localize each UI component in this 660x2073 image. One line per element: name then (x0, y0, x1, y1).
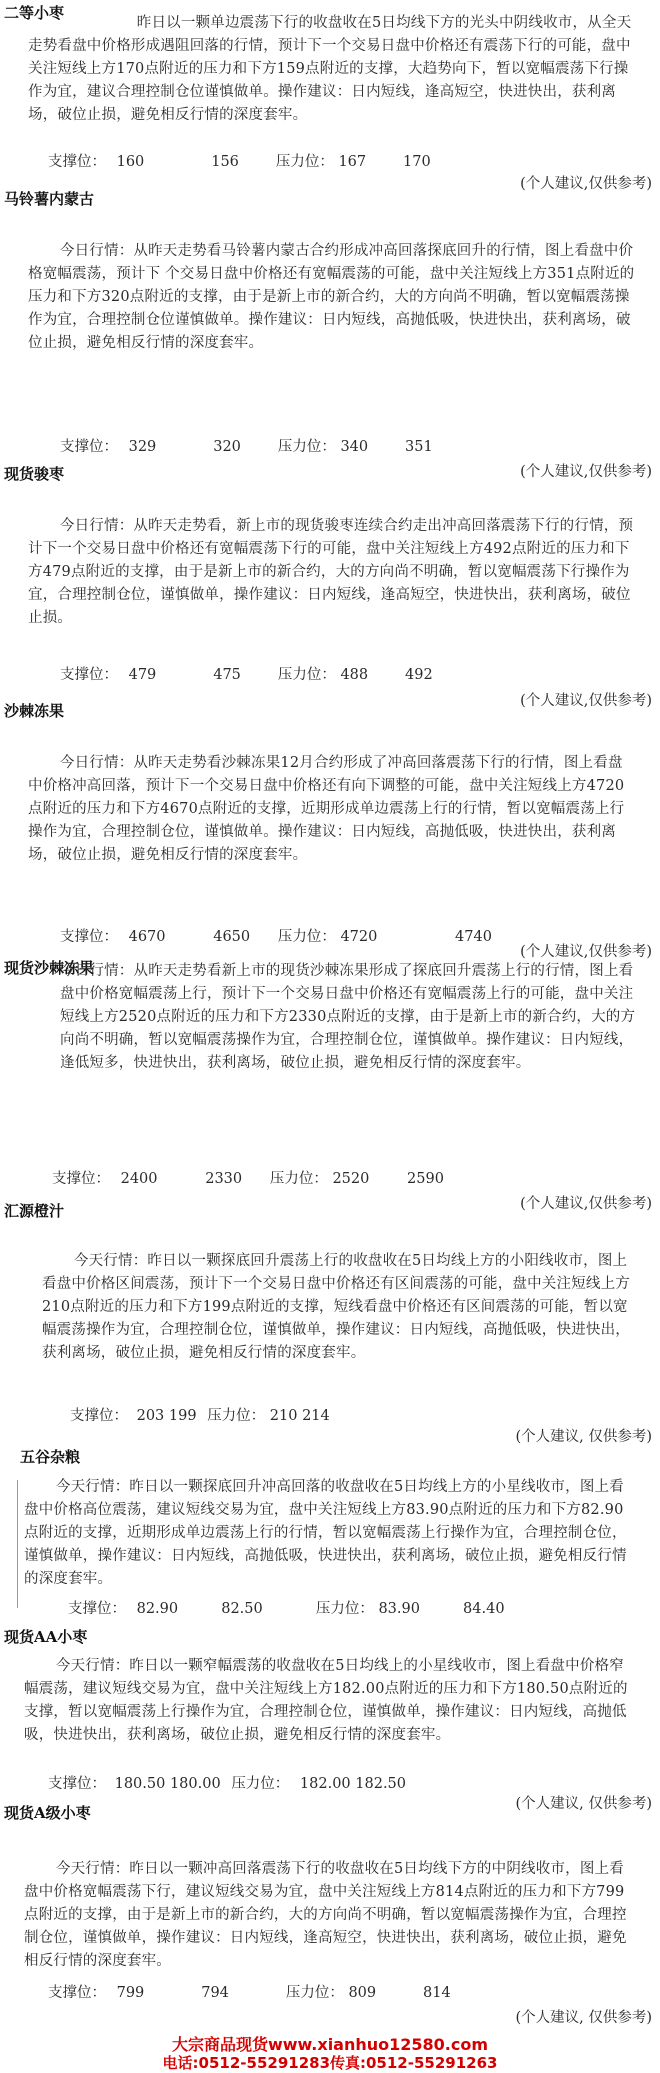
support-value: 82.90 (136, 1601, 179, 1617)
support-value: 320 (213, 439, 241, 455)
pressure-value: 340 (340, 439, 369, 455)
section-title-7: 五谷杂粮 (20, 1448, 81, 1466)
pressure-value: 814 (423, 1985, 451, 2001)
support-value: 2400 (120, 1171, 158, 1187)
disclaimer-1: (个人建议,仅供参考) (520, 176, 652, 192)
pressure-value: 210 214 (269, 1408, 330, 1424)
section-title-3: 现货骏枣 (4, 465, 65, 483)
pressure-value: 4740 (455, 929, 492, 945)
section-title-5: 现货沙棘冻果 (4, 959, 95, 977)
section-text-4: 今日行情：从昨天走势看沙棘冻果12月合约形成了冲高回落震荡下行的行情，图上看盘中价格冲高回落，预计下一个交易日盘中价格还有向下调整的可能，盘中关注短线上方4720点附近的压力和下方4670点附近的支撑，近期形成单边震荡上行的行情，暂以宽幅震荡上行操作为宜，合理控制仓位，谨慎做单。操作建议：日内短线，高抛低吸，快进快出，获利离场，破位止损，避免相反行情的深度套牢。 (28, 755, 625, 863)
pressure-label: 压力位： (315, 1601, 374, 1617)
section-text-7: 今天行情：昨日以一颗探底回升冲高回落的收盘收在5日均线上方的小星线收市，图上看盘中价格高位震荡，建议短线交易为宜，盘中关注短线上方83.90点附近的压力和下方82.90点附近的支撑，近期形成单边震荡上行的行情，暂以宽幅震荡上行操作为宜，合理控制仓位，谨慎做单，操作建议：日内短线，高抛低吸，快进快出，获利离场，破位止损，避免相反行情的深度套牢。 (24, 1479, 627, 1587)
section-title-2: 马铃薯内蒙古 (4, 190, 95, 208)
pressure-label: 压力位： (285, 1985, 344, 2001)
support-value: 2330 (205, 1171, 243, 1187)
support-value: 160 (116, 154, 145, 170)
pressure-value: 492 (405, 667, 433, 683)
pressure-value: 2520 (332, 1171, 370, 1187)
section-text-6: 今天行情：昨日以一颗探底回升震荡上行的收盘收在5日均线上方的小阳线收市，图上看盘中价格区间震荡，预计下一个交易日盘中价格还有区间震荡的可能，盘中关注短线上方210点附近的压力和下方199点附近的支撑，短线看盘中价格还有区间震荡的可能，暂以宽幅震荡操作为宜，合理控制仓位，谨慎做单，操作建议：日内短线，高抛低吸，快进快出，获利离场，破位止损，避免相反行情的深度套牢。 (42, 1253, 630, 1361)
disclaimer-5: (个人建议,仅供参考) (520, 1196, 652, 1212)
pressure-value: 167 (338, 154, 367, 170)
support-value: 4650 (213, 929, 251, 945)
support-label: 支撑位： (48, 1985, 106, 2001)
levels-7 (68, 1597, 505, 1618)
support-value: 203 199 (136, 1408, 197, 1424)
disclaimer-9: (个人建议, 仅供参考) (515, 2010, 652, 2026)
support-label: 支撑位： (60, 667, 118, 683)
section-title-8: 现货AA小枣 (4, 1628, 88, 1646)
support-label: 支撑位： (48, 1776, 106, 1792)
section-title-6: 汇源橙汁 (4, 1202, 65, 1220)
pressure-label: 压力位： (231, 1776, 290, 1792)
section-title-1: 二等小枣 (4, 4, 65, 22)
pressure-label: 压力位： (275, 154, 334, 170)
disclaimer-2: (个人建议,仅供参考) (520, 464, 652, 480)
support-value: 329 (128, 439, 157, 455)
pressure-label: 压力位： (207, 1408, 266, 1424)
support-label: 支撑位： (70, 1408, 128, 1424)
levels-5 (52, 1167, 444, 1188)
section-title-9: 现货A级小枣 (4, 1804, 91, 1822)
margin-rule (17, 1480, 18, 1608)
section-text-8: 今天行情：昨日以一颗窄幅震荡的收盘收在5日均线上的小星线收市，图上看盘中价格窄幅震荡，建议短线交易为宜，盘中关注短线上方182.00点附近的压力和下方180.50点附近的支撑，暂以宽幅震荡上行操作为宜，合理控制仓位，谨慎做单，操作建议：日内短线，高抛低吸，快进快出，获利离场，破位止损，避免相反行情的深度套牢。 (24, 1658, 628, 1743)
pressure-value: 182.00 182.50 (299, 1776, 407, 1792)
section-text-3: 今日行情：从昨天走势看，新上市的现货骏枣连续合约走出冲高回落震荡下行的行情，预计下一个交易日盘中价格还有宽幅震荡下行的可能，盘中关注短线上方492点附近的压力和下方479点附近的支撑，由于是新上市的新合约，大的方向尚不明确，暂以宽幅震荡下行操作为宜，合理控制仓位，谨慎做单，操作建议：日内短线，逢高短空，快进快出，获利离场，破位止损。 (28, 518, 634, 626)
disclaimer-3: (个人建议,仅供参考) (520, 693, 652, 709)
levels-6 (70, 1404, 330, 1425)
disclaimer-6: (个人建议, 仅供参考) (515, 1429, 652, 1445)
support-value: 82.50 (221, 1601, 263, 1617)
support-label: 支撑位： (68, 1601, 126, 1617)
support-value: 156 (211, 154, 239, 170)
pressure-label: 压力位： (277, 439, 336, 455)
support-value: 799 (116, 1985, 145, 2001)
support-label: 支撑位： (48, 154, 106, 170)
disclaimer-8: (个人建议, 仅供参考) (515, 1796, 652, 1812)
pressure-label: 压力位： (269, 1171, 328, 1187)
support-value: 794 (201, 1985, 229, 2001)
pressure-label: 压力位： (277, 667, 336, 683)
levels-4 (60, 925, 492, 946)
levels-1 (48, 150, 431, 171)
section-text-1: 昨日以一颗单边震荡下行的收盘收在5日均线下方的光头中阴线收市，从全天走势看盘中价格形成遇阻回落的行情，预计下一个交易日盘中价格还有震荡下行的可能，盘中关注短线上方170点附近的压力和下方159点附近的支撑，大趋势向下，暂以宽幅震荡下行操作为宜，建议合理控制仓位谨慎做单。操作建议：日内短线，逢高短空，快进快出，获利离场，破位止损，避免相反行情的深度套牢。 (28, 15, 632, 123)
support-value: 475 (213, 667, 241, 683)
pressure-value: 809 (348, 1985, 377, 2001)
section-text-2: 今日行情：从昨天走势看马铃薯内蒙古合约形成冲高回落探底回升的行情，图上看盘中价格宽幅震荡，预计下 个交易日盘中价格还有宽幅震荡的可能，盘中关注短线上方351点附近的压力和下方320点附近的支撑，由于是新上市的新合约，大的方向尚不明确，暂以宽幅震荡操作为宜，合理控制仓位谨慎做单。操作建议：日内短线，高抛低吸，快进快出，获利离场，破位止损，避免相反行情的深度套牢。 (28, 243, 635, 351)
pressure-value: 2590 (407, 1171, 444, 1187)
pressure-value: 83.90 (378, 1601, 420, 1617)
support-value: 479 (128, 667, 157, 683)
levels-9 (48, 1981, 451, 2002)
support-label: 支撑位： (52, 1171, 110, 1187)
support-label: 支撑位： (60, 439, 118, 455)
footer-website: 大宗商品现货www.xianhuo12580.com (171, 2035, 489, 2054)
support-label: 支撑位： (60, 929, 118, 945)
levels-8 (48, 1772, 406, 1793)
levels-2 (60, 435, 433, 456)
section-title-4: 沙棘冻果 (4, 702, 65, 720)
pressure-value: 170 (403, 154, 431, 170)
pressure-value: 351 (405, 439, 433, 455)
footer-contact: 电话:0512-55291283传真:0512-55291263 (162, 2054, 498, 2072)
pressure-value: 84.40 (463, 1601, 505, 1617)
pressure-value: 488 (340, 667, 369, 683)
support-value: 4670 (128, 929, 166, 945)
levels-3 (60, 663, 433, 684)
support-value: 180.50 180.00 (114, 1776, 221, 1792)
section-text-5: 今日行情：从昨天走势看新上市的现货沙棘冻果形成了探底回升震荡上行的行情，图上看盘中价格宽幅震荡上行，预计下一个交易日盘中价格还有宽幅震荡上行的可能，盘中关注短线上方2520点附近的压力和下方2330点附近的支撑，由于是新上市的新合约，大的方向尚不明确，暂以宽幅震荡操作为宜，合理控制仓位，谨慎做单。操作建议：日内短线，逢低短多，快进快出，获利离场，破位止损，避免相反行情的深度套牢。 (60, 963, 636, 1071)
section-text-9: 今天行情：昨日以一颗冲高回落震荡下行的收盘收在5日均线下方的中阴线收市，图上看盘中价格宽幅震荡下行，建议短线交易为宜，盘中关注短线上方814点附近的压力和下方799点附近的支撑，由于是新上市的新合约，大的方向尚不明确，暂以宽幅震荡操作为宜，合理控制仓位，谨慎做单，操作建议：日内短线，逢高短空，快进快出，获利离场，破位止损，避免相反行情的深度套牢。 (24, 1861, 627, 1969)
pressure-label: 压力位： (277, 929, 336, 945)
pressure-value: 4720 (340, 929, 378, 945)
disclaimer-4: (个人建议,仅供参考) (520, 944, 652, 960)
